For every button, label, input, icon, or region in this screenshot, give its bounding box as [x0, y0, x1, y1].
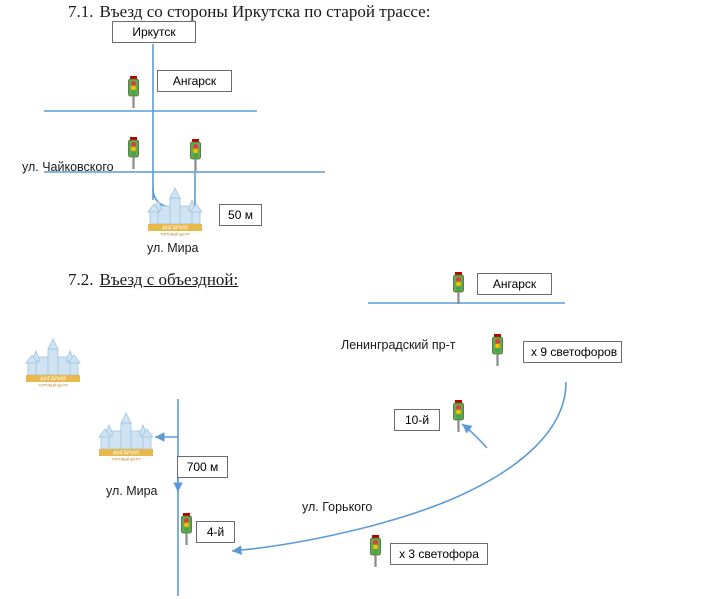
- callout-irkutsk[interactable]: Иркутск: [112, 21, 196, 43]
- traffic-light-icon-5: [489, 334, 506, 368]
- section-number: 7.2.: [68, 270, 94, 289]
- landmark-angaria-top: [144, 186, 206, 238]
- section-title: Въезд с объездной:: [99, 270, 239, 289]
- callout-fourth-light[interactable]: 4-й: [196, 521, 235, 543]
- callout-distance-700m[interactable]: 700 м: [177, 456, 228, 478]
- callout-nine-lights[interactable]: х 9 светофоров: [523, 341, 622, 363]
- section-heading-7-1: [68, 2, 430, 22]
- road-label-mira-bottom: ул. Мира: [106, 484, 158, 498]
- svg-text:АНГАРИЯ: АНГАРИЯ: [162, 225, 188, 232]
- traffic-light-icon-8: [367, 535, 384, 569]
- section-title: Въезд со стороны Иркутска по старой трассе:: [99, 2, 431, 21]
- traffic-light-icon-7: [178, 513, 195, 547]
- traffic-light-icon-2: [125, 137, 142, 171]
- svg-text:ТОРГОВЫЙ ЦЕНТР: ТОРГОВЫЙ ЦЕНТР: [160, 232, 190, 237]
- traffic-light-icon-4: [450, 272, 467, 306]
- landmark-angaria-left: [22, 337, 84, 389]
- svg-text:ТОРГОВЫЙ ЦЕНТР: ТОРГОВЫЙ ЦЕНТР: [38, 383, 68, 388]
- callout-tenth-light[interactable]: 10-й: [394, 409, 440, 431]
- traffic-light-icon-1: [125, 76, 142, 110]
- callout-distance-50m[interactable]: 50 м: [219, 204, 262, 226]
- road-label-chaykovskogo: ул. Чайковского: [22, 160, 114, 174]
- section-heading-7-2: [68, 270, 238, 290]
- traffic-light-icon-3: [187, 139, 204, 173]
- landmark-angaria-center: [95, 411, 157, 463]
- svg-text:АНГАРИЯ: АНГАРИЯ: [40, 376, 66, 383]
- road-label-mira-top: ул. Мира: [147, 241, 199, 255]
- callout-angarsk-top[interactable]: Ангарск: [157, 70, 232, 92]
- road-label-leningradskiy: Ленинградский пр-т: [341, 338, 456, 352]
- road-label-gorkogo: ул. Горького: [302, 500, 373, 514]
- callout-angarsk-bottom[interactable]: Ангарск: [477, 273, 552, 295]
- svg-text:ТОРГОВЫЙ ЦЕНТР: ТОРГОВЫЙ ЦЕНТР: [111, 457, 141, 462]
- svg-text:АНГАРИЯ: АНГАРИЯ: [113, 450, 139, 457]
- section-number: 7.1.: [68, 2, 94, 21]
- traffic-light-icon-6: [450, 400, 467, 434]
- callout-three-lights[interactable]: х 3 светофора: [390, 543, 488, 565]
